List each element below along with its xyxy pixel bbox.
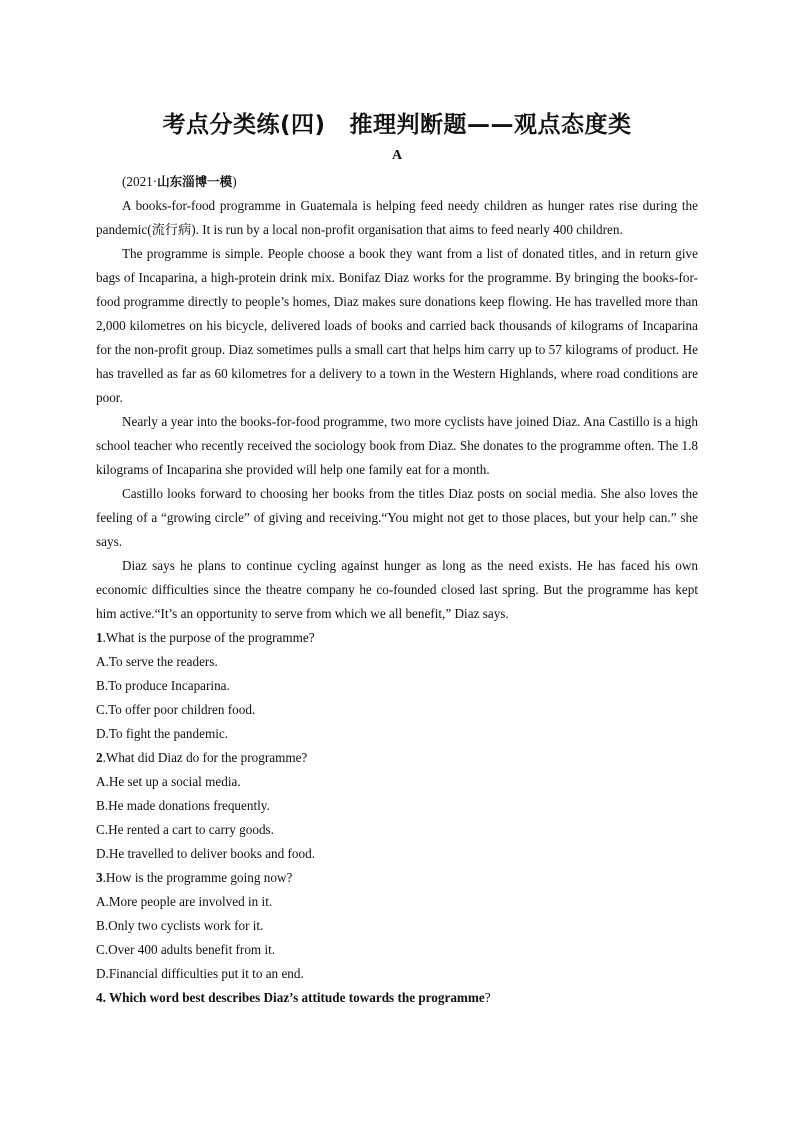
document-body [96, 170, 698, 1010]
option: D.To fight the pandemic. [96, 726, 229, 741]
option: D.Financial difficulties put it to an end. [96, 966, 304, 981]
question-end: ? [484, 990, 491, 1005]
source-close: ) [232, 174, 237, 189]
option: B.To produce Incaparina. [96, 678, 230, 693]
option: C.He rented a cart to carry goods. [96, 822, 274, 837]
paragraph: Nearly a year into the books-for-food programme, two more cyclists have joined Diaz. Ana Castillo is a high school teacher who recently received the sociology book from Diaz. She donates to the programme often. The 1.8 kilograms of Incaparina she provided will help one family eat for a month. [96, 414, 698, 477]
option: A.To serve the readers. [96, 654, 218, 669]
question-number: 2 [96, 750, 103, 765]
question-2 [96, 746, 698, 770]
question-3 [96, 866, 698, 890]
option: D.He travelled to deliver books and food. [96, 846, 315, 861]
title-part2: 推理判断题——观点态度类 [349, 112, 632, 138]
option: A.More people are involved in it. [96, 894, 273, 909]
question-1 [96, 626, 698, 650]
question-number: 4 [96, 990, 103, 1005]
option: C.Over 400 adults benefit from it. [96, 942, 276, 957]
paragraph: A books-for-food programme in Guatemala is helping feed needy children as hunger rates rise during the pandemic(流行病). It is run by a local non-profit organisation that aims to feed nearly 400 children. [96, 198, 698, 237]
question-number: 1 [96, 630, 103, 645]
paragraph: The programme is simple. People choose a book they want from a list of donated titles, and in return give bags of Incaparina, a high-protein drink mix. Bonifaz Diaz works for the programme. By bringing the books-for-food programme directly to people’s homes, Diaz makes sure donations keep flowing. He has travelled more than 2,000 kilometres on his bicycle, delivered loads of books and carried back thousands of kilograms of Incaparina for the non-profit group. Diaz sometimes pulls a small cart that helps him carry up to 57 kilograms of product. He has travelled as far as 60 kilometres for a delivery to a town in the Western Highlands, where road conditions are poor. [96, 246, 698, 405]
question-text: . Which word best describes Diaz’s attitude towards the programme [102, 990, 485, 1005]
paragraph: Castillo looks forward to choosing her books from the titles Diaz posts on social media. She also loves the feeling of a “growing circle” of giving and receiving.“You might not get to those places, but your help can.” she says. [96, 486, 698, 549]
option: B.He made donations frequently. [96, 798, 270, 813]
question-number: 3 [96, 870, 103, 885]
source-place: 山东淄博一模 [157, 174, 233, 189]
option: A.He set up a social media. [96, 774, 241, 789]
question-text: .How is the programme going now? [102, 870, 293, 885]
source-line [96, 170, 698, 194]
section-label: A [391, 148, 403, 163]
option: C.To offer poor children food. [96, 702, 256, 717]
page-title [0, 106, 794, 139]
option: B.Only two cyclists work for it. [96, 918, 264, 933]
question-text: .What is the purpose of the programme? [102, 630, 315, 645]
question-text: .What did Diaz do for the programme? [102, 750, 308, 765]
paragraph: Diaz says he plans to continue cycling against hunger as long as the need exists. He has faced his own economic difficulties since the theatre company he co-founded closed last spring. But the programme has kept him active.“It’s an opportunity to serve from which we all benefit,” Diaz says. [96, 558, 698, 621]
title-part1: 考点分类练(四) [162, 112, 326, 138]
source-year: (2021· [122, 174, 158, 189]
question-4 [96, 986, 698, 1010]
